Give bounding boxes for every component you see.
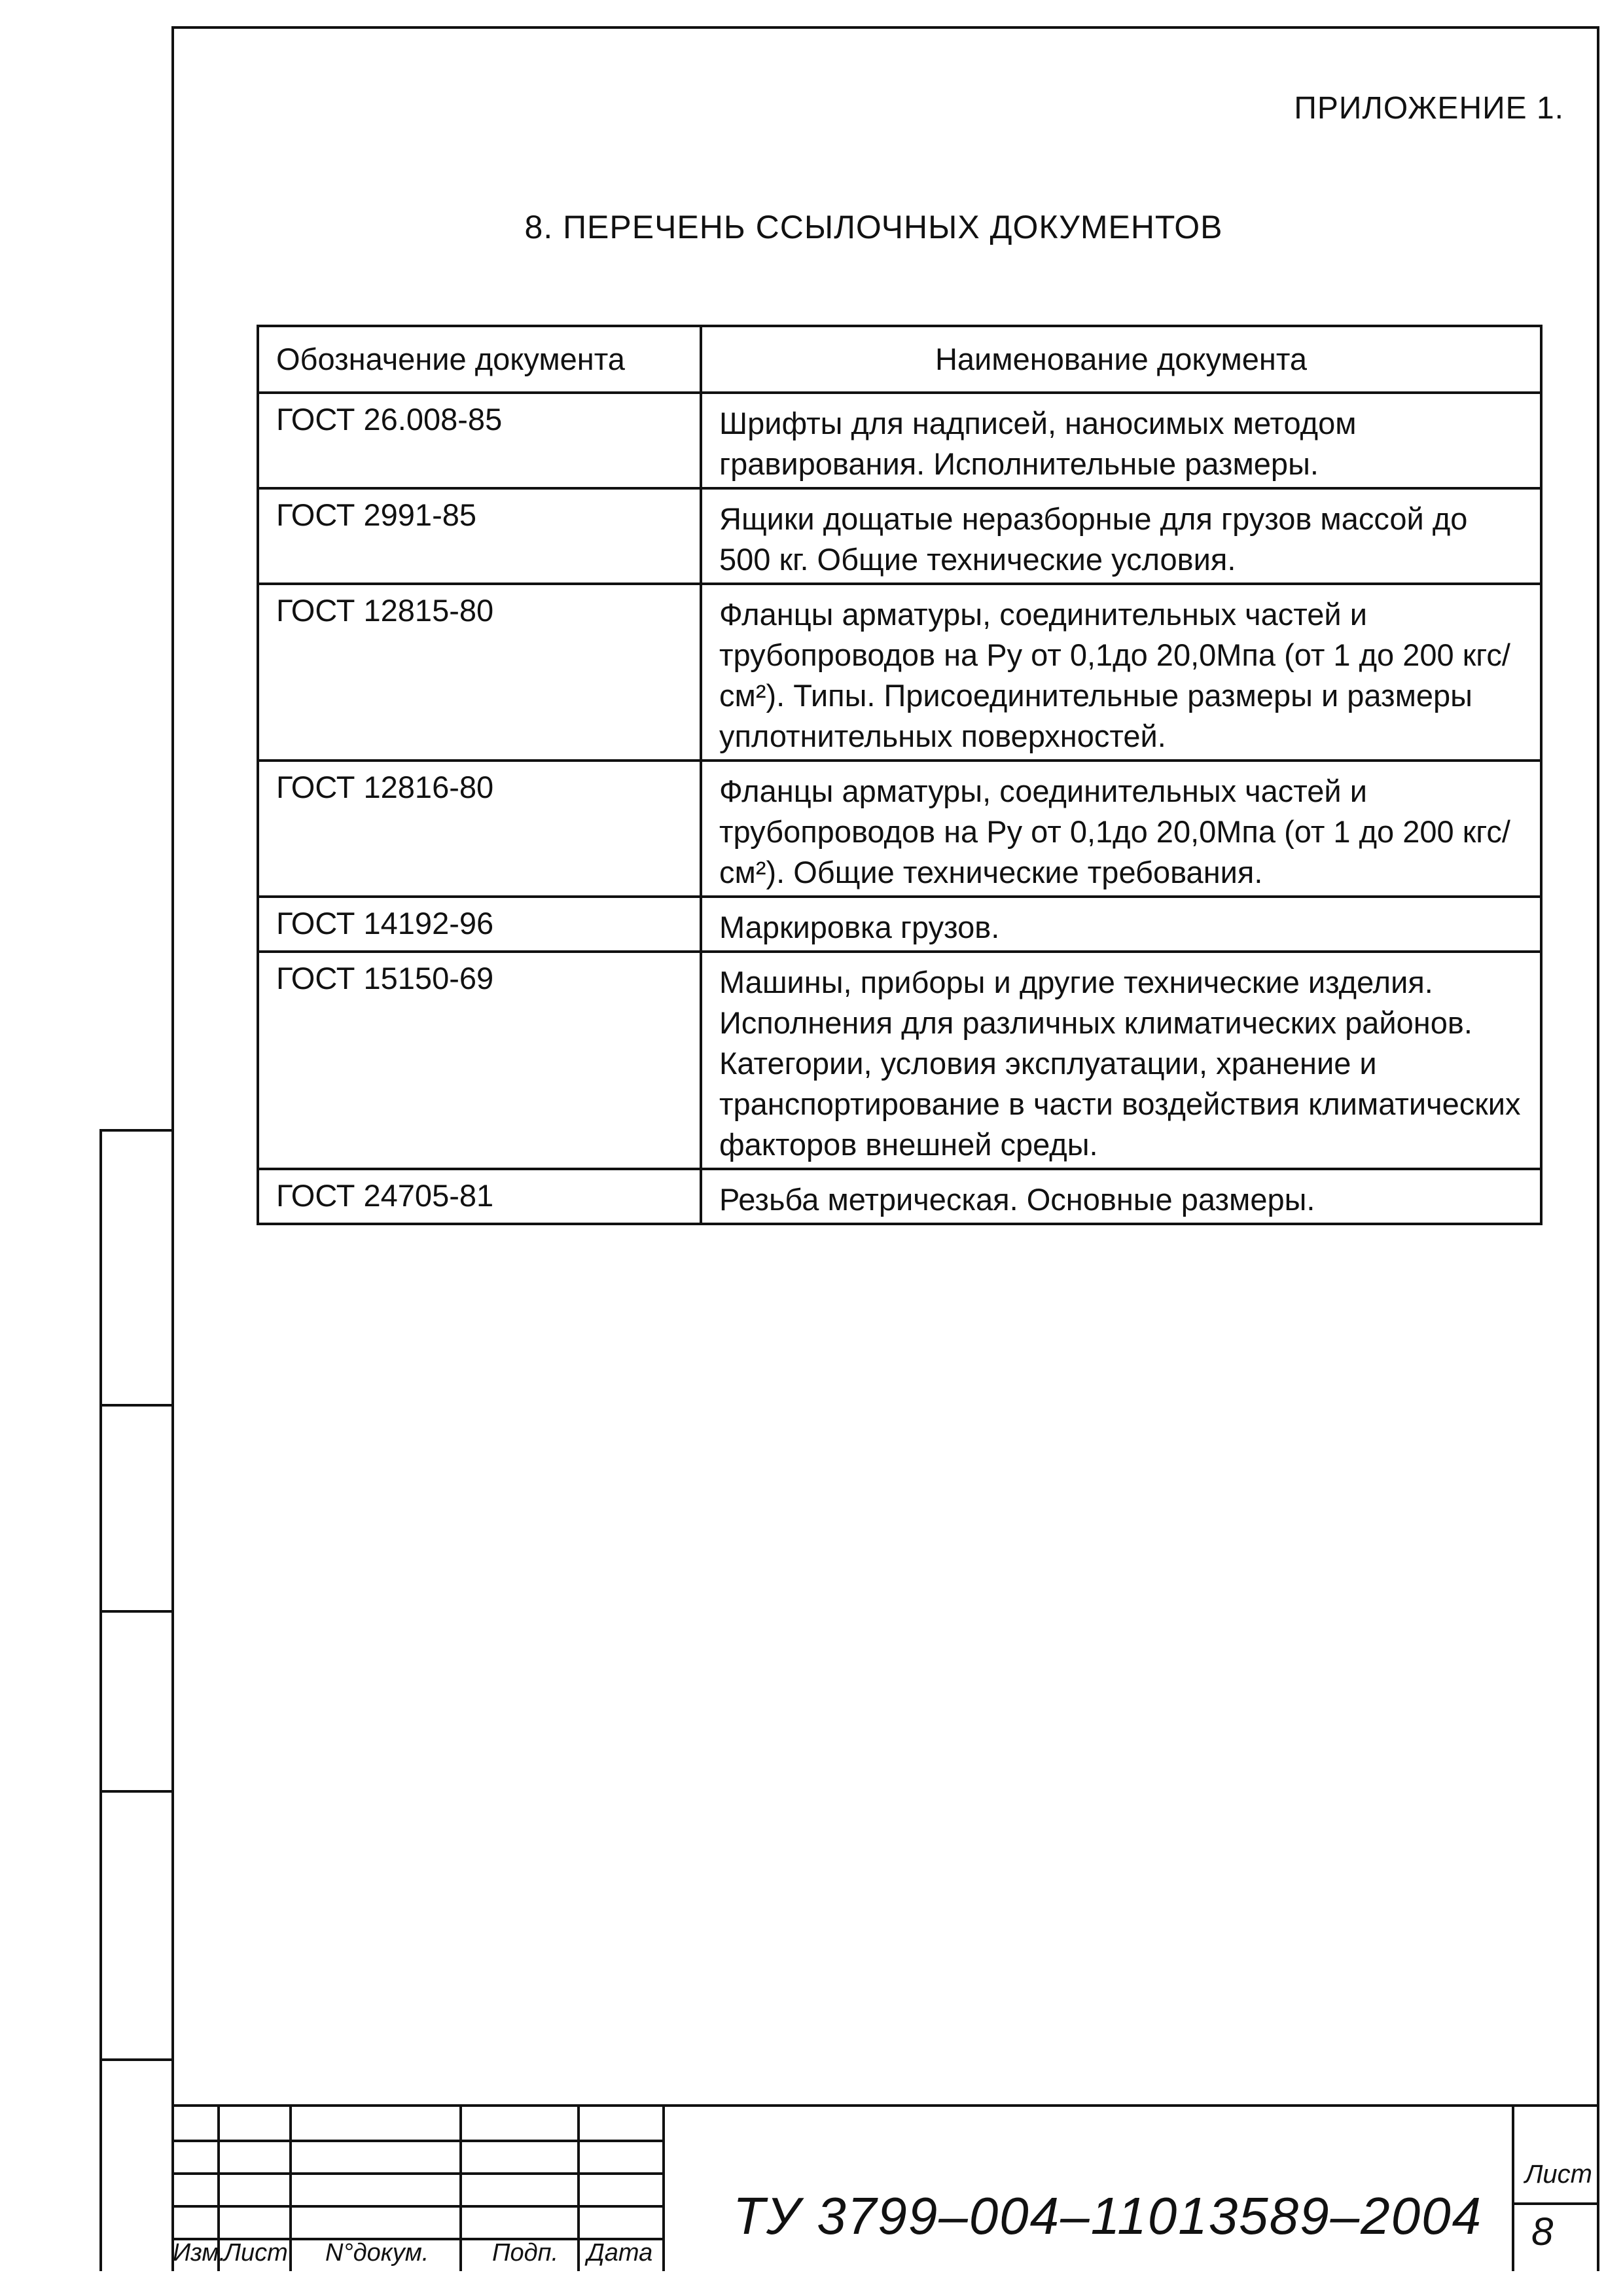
table-row xyxy=(258,1169,1541,1224)
document-name: Машины, приборы и другие технические изделия. Исполнения для различных климатических районов. Категории, условия эксплуатации, хранение и транспортирование в части воздействия климатических факторов внешней среды. xyxy=(701,952,1541,1169)
document-name: Резьба метрическая. Основные размеры. xyxy=(701,1169,1541,1224)
document-designation: ТУ 3799–004–11013589–2004 xyxy=(733,2187,1483,2245)
document-name: Маркировка грузов. xyxy=(701,897,1541,952)
document-name: Ящики дощатые неразборные для грузов массой до 500 кг. Общие технические условия. xyxy=(701,488,1541,584)
label-signature: Подп. xyxy=(492,2239,559,2267)
strip-divider xyxy=(102,2058,174,2061)
title-block-line xyxy=(171,2172,662,2175)
strip-divider xyxy=(102,1129,174,1132)
document-code: ГОСТ 24705-81 xyxy=(258,1169,701,1224)
table-header-row xyxy=(258,326,1541,393)
label-date: Дата xyxy=(587,2239,653,2267)
document-name: Фланцы арматуры, соединительных частей и трубопроводов на Ру от 0,1до 20,0Мпа (от 1 до 200 кгс/см²). Общие технические требования. xyxy=(701,761,1541,897)
title-block-divider xyxy=(1512,2107,1514,2271)
title-block-divider xyxy=(459,2107,462,2271)
table-row xyxy=(258,897,1541,952)
document-name: Шрифты для надписей, наносимых методом гравирования. Исполнительные размеры. xyxy=(701,393,1541,488)
title-block-line xyxy=(171,2205,662,2208)
label-izm: Изм. xyxy=(173,2239,226,2267)
sheet-divider xyxy=(1512,2202,1599,2205)
document-code: ГОСТ 12816-80 xyxy=(258,761,701,897)
label-list: Лист xyxy=(224,2239,288,2267)
document-code: ГОСТ 14192-96 xyxy=(258,897,701,952)
section-title: 8. ПЕРЕЧЕНЬ ССЫЛОЧНЫХ ДОКУМЕНТОВ xyxy=(524,209,1223,245)
table-row xyxy=(258,393,1541,488)
sheet-number: 8 xyxy=(1531,2210,1554,2253)
column-header-name: Наименование документа xyxy=(701,326,1541,393)
margin-stamp-strip xyxy=(99,1129,171,2271)
sheet-label: Лист xyxy=(1525,2160,1592,2189)
table-row xyxy=(258,488,1541,584)
reference-documents-table xyxy=(257,325,1543,1225)
label-doc-number: N°докум. xyxy=(325,2239,429,2267)
strip-divider xyxy=(102,1610,174,1613)
appendix-label: ПРИЛОЖЕНИЕ 1. xyxy=(1294,91,1564,126)
strip-divider xyxy=(102,1790,174,1793)
table-row xyxy=(258,584,1541,761)
title-block-divider xyxy=(577,2107,580,2271)
title-block-divider xyxy=(662,2107,665,2271)
table-row xyxy=(258,761,1541,897)
strip-divider xyxy=(102,1404,174,1407)
column-header-code: Обозначение документа xyxy=(258,326,701,393)
title-block-line xyxy=(171,2140,662,2142)
document-name: Фланцы арматуры, соединительных частей и трубопроводов на Ру от 0,1до 20,0Мпа (от 1 до 200 кгс/см²). Типы. Присоединительные размеры и размеры уплотнительных поверхностей. xyxy=(701,584,1541,761)
document-code: ГОСТ 12815-80 xyxy=(258,584,701,761)
document-code: ГОСТ 15150-69 xyxy=(258,952,701,1169)
table-row xyxy=(258,952,1541,1169)
title-block-divider xyxy=(289,2107,292,2271)
document-code: ГОСТ 26.008-85 xyxy=(258,393,701,488)
document-code: ГОСТ 2991-85 xyxy=(258,488,701,584)
